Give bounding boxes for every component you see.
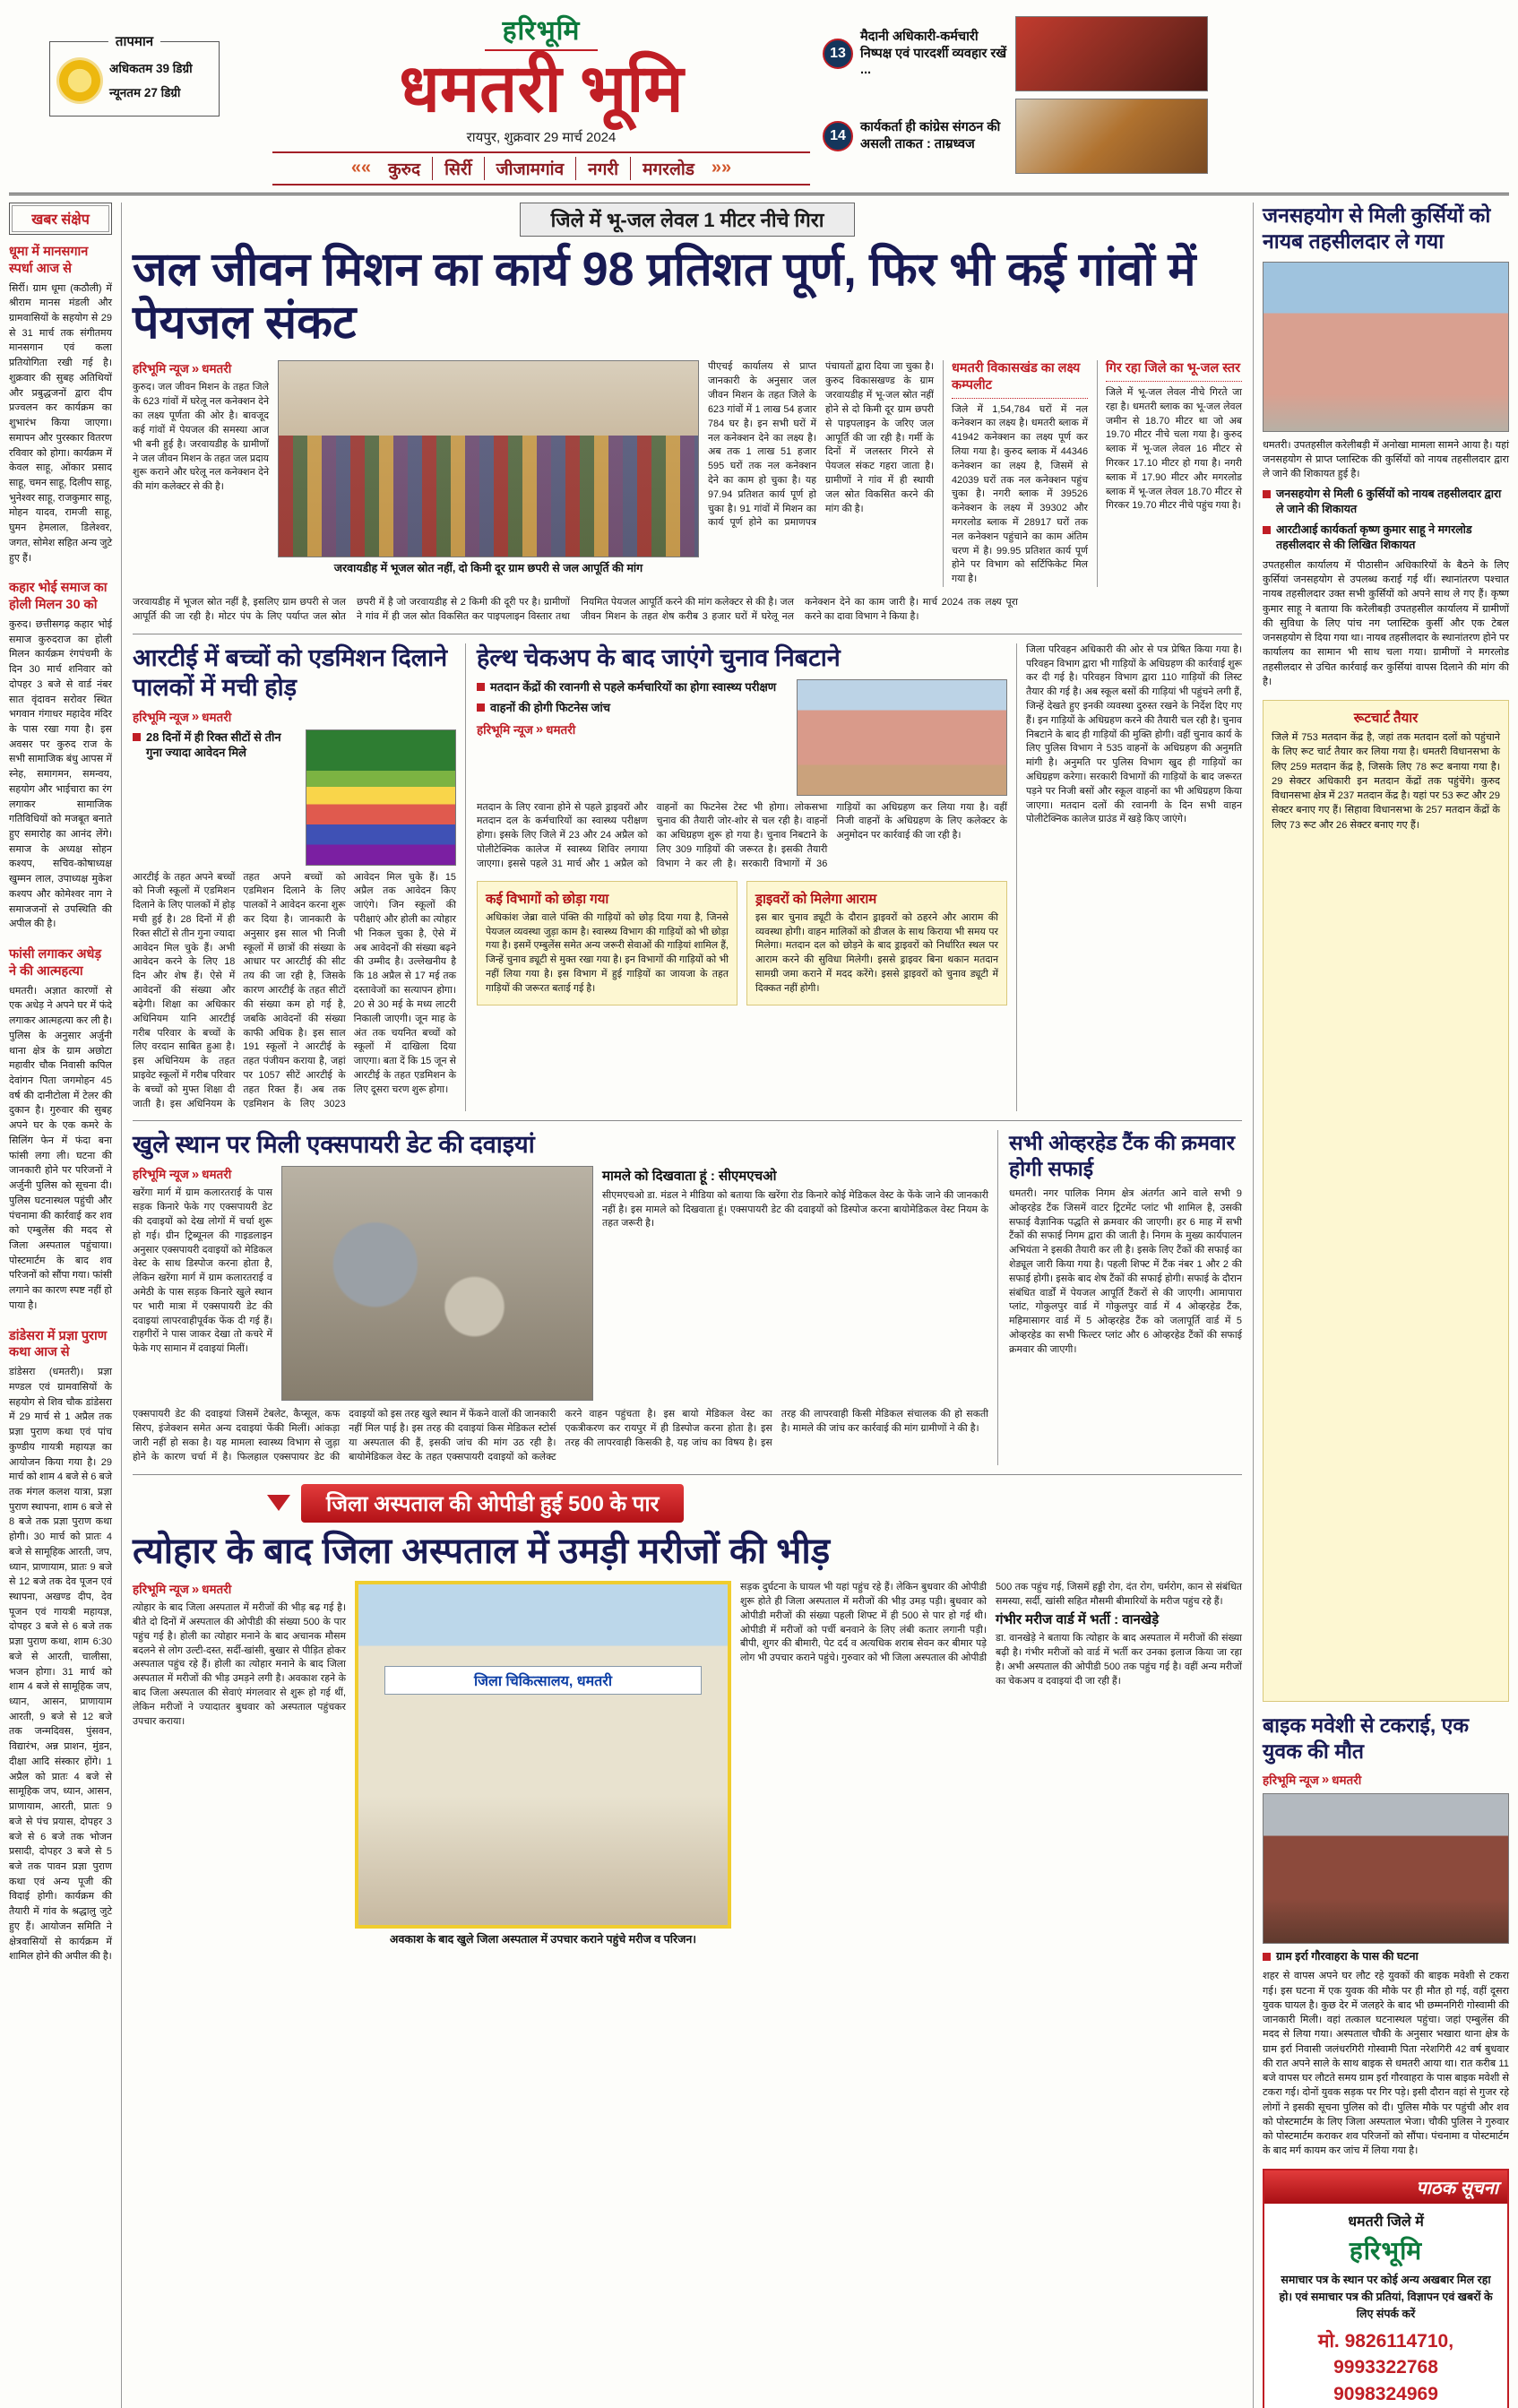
nav-item-jijamgaon: जीजामगांव [484,157,576,180]
highlight-box-departments [477,881,737,1005]
tank-cleaning-article [1009,1130,1242,1464]
rte-top-row [133,729,456,866]
bullet-square-icon [1263,490,1271,498]
article-body: एक्सपायरी डेट की दवाइयां जिसमें टेबलेट, कैप्सूल, कफ सिरप, इंजेक्शन समेत अन्य दवाइयां फेंकी मिलीं। आंकड़ा जारी नहीं हो सका है। यह मामला स्वास्थ्य विभाग से जुड़ा होने के कारण चर्चा में है। फिलहाल एक्सपायर डेट की दवाइयों को इस तरह खुले स्थान में फेंकने वालों की जानकारी नहीं मिल पाई है। इस तरह की दवाइयां किस मेडिकल स्टोर्स या अस्पताल की हैं, इसकी जांच की मांग उठ रही है। बायोमेडिकल वेस्ट के तहत एक्सपायरी दवाइयों को कलेक्ट करने वाहन पहुंचता है। इस बायो मेडिकल वेस्ट का एकत्रीकरण कर रायपुर में ही डिस्पोज करना होता है। इस तरह की लापरवाही किसकी है, यह जांच का विषय है। इस तरह की लापरवाही किसी मेडिकल संचालक की हो सकती है। मामले की जांच कर कार्रवाई की मांग ग्रामीणों ने की है। [133,1409,988,1463]
temp-max: अधिकतम 39 डिग्री [109,62,193,75]
info-box-body: जिले में 1,54,784 घरों में नल कनेक्शन का लक्ष्य है। धमतरी ब्लाक में 41942 कनेक्शन का लक्ष्य पूर्ण कर लिया गया है। कुरुद ब्लाक में 44346 कनेक्शन का लक्ष्य है, जिसमें से 42039 घरों तक नल कनेक्शन पहुंच चुका है। नगरी ब्लाक में 39526 कनेक्शन के लक्ष्य में 39302 और मगरलोड ब्लाक में 28917 घरों तक नल कनेक्शन पहुंचाने का काम अंतिम चरण में है। 99.95 प्रतिशत कार्य पूर्ण होने पर विभाग को सर्टिफिकेट मिल गया है। [952,403,1088,585]
temp-min: न्यूनतम 27 डिग्री [109,86,181,99]
byline-agency: हरिभूमि न्यूज [133,1583,189,1597]
byline-agency: हरिभूमि न्यूज [133,1168,189,1182]
byline [133,709,456,725]
tehsil-office-photo [1263,262,1509,432]
reader-notice-header: पाठक सूचना [1264,2171,1507,2204]
nav-chevron-right-icon [706,158,737,178]
dateline: रायपुर, शुक्रवार 29 मार्च 2024 [466,129,617,145]
center-column [133,203,1242,2408]
byline-agency: हरिभूमि न्यूज [477,722,533,737]
right-column [1253,203,1509,2408]
brief-title: डांडेसरा में प्रज्ञा पुराण कथा आज से [9,1328,108,1360]
masthead [9,7,1509,195]
brief-title: कहार भोई समाज का होली मिलन 30 को [9,581,108,613]
byline-arrow-icon [533,721,546,737]
rte-admission-article [133,643,466,1112]
hospital-photo [355,1581,731,1929]
highlight-box-title: कई विभागों को छोड़ा गया [486,891,609,907]
meds-top-row [133,1166,988,1401]
teaser-photo [1015,99,1208,174]
contact-phones [1264,2328,1507,2408]
hospital-photo-caption: अवकाश के बाद खुले जिला अस्पताल में उपचार कराने पहुंचे मरीज व परिजन। [389,1933,697,1946]
temperature-values [109,56,193,105]
top-story-teasers [823,11,1208,174]
article-body: सड़क दुर्घटना के घायल भी यहां पहुंच रहे हैं। लेकिन बुधवार की ओपीडी शुरू होते ही जिला अस्पताल में मरीजों की भीड़ उमड़ पड़ी। बुधवार को ओपीडी मरीजों की संख्या पहली शिफ्ट में ही 500 से पार हो गई थी। ओपीडी में मरीजों को पर्ची बनवाने के लिए लंबी कतार लगानी पड़ी। बीपी, शुगर की बीमारी, पेट दर्द व अत्यधिक शराब सेवन कर बीमार पड़े लोग भी उपचार कराने पहुंचे। गुरुवार को भी जिला अस्पताल की ओपीडी 500 तक पहुंच गई, जिसमें हड्डी रोग, दंत रोग, चर्मरोग, कान से संबंधित समस्या, सर्दी, खांसी सहित मौसमी बीमारियों के मरीज पहुंच रहे हैं। [740,1582,1242,1664]
highlight-bullet [1263,487,1509,517]
byline-city: धमतरी [546,722,576,737]
highlight-bullet [1263,1949,1509,1964]
highlight-box-title: रूटचार्ट तैयार [1353,711,1419,727]
article-body: शहर से वापस अपने घर लौट रहे युवकों की बाइक मवेशी से टकरा गई। इस घटना में एक युवक की मौके पर ही मौत हो गई, वहीं दूसरा युवक घायल है। कुछ देर में जलहरे के बाद भी छम्मनगिरी गोस्वामी की जानकारी मिली। वहां तत्काल घटनास्थल पहुंचा। जहां एम्बुलेंस की मदद से लिया गया। अस्पताल चौकी के अनुसार भखारा थाना क्षेत्र के ग्राम इर्रा निवासी जलंधरगिरी गोस्वामी पिता नरेशगिरी 42 वर्ष बुधवार की रात अपने साले के साथ बाइक से धमतरी आया था। रात करीब 11 बजे वापस घर लौटते समय ग्राम इर्रा गौरवाहरा के पास बाइक मवेशी से टकरा गई। दोनों युवक सड़क पर गिर पड़े। इसी दौरान वहां से गुजर रहे लोगों ने इसकी सूचना पुलिस को दी। पुलिस मौके पर पहुंची और शव को पोस्टमार्टम के लिए जिला अस्पताल भेजा। चौकी पुलिस ने गुरुवार को पोस्टमार्टम कराकर शव परिजनों को सौंपा। पंचनामा व पोस्टमार्टम के बाद मर्ग कायम कर जांच में लिया गया है। [1263,1971,1509,2157]
info-box-target-complete [943,360,1088,587]
brief-body: धमतरी। अज्ञात कारणों से एक अधेड़ ने अपने घर में फंदे लगाकर आत्महत्या कर ली है। पुलिस के अनुसार अर्जुनी थाना क्षेत्र के ग्राम अछोटा महावीर चौक निवासी कपिल देवांगन पिता जगमोहन 45 वर्ष की दानीटोला में टेलर की दुकान है। गुरुवार की सुबह अपने घर के एक कमरे के सिलिंग फेन में फंदा बना फांसी लगा ली। घटना की जानकारी होने पर परिजनों ने अर्जुनी पुलिस को सूचना दी। पुलिस घटनास्थल पहुंची और पंचनामा की कार्रवाई कर शव को एम्बुलेंस की मदद से जिला अस्पताल पहुंचाया। पोस्टमार्टम के बाद शव परिजनों को सौंपा गया। फांसी लगाने का कारण स्पष्ट नहीं हो पाया है। [9,985,112,1311]
brief-body: सिर्री। ग्राम धूमा (कठौली) में श्रीराम मानस मंडली और ग्रामवासियों के सहयोग से 29 से 31 मार्च तक संगीतमय मानसगान एवं कला प्रतियोगिता रखी गई है। शुक्रवार की सुबह अतिथियों और प्रबुद्धजनों द्वारा दीप प्रज्वलन कर कार्यक्रम का शुभारंभ किया जाएगा। समापन और पुरस्कार वितरण रविवार को होगा। कार्यक्रम में केवल साहू, ओंकार प्रसाद साहू, चमन साहू, दिलीप साहू, भुनेश्वर साहू, राजकुमार साहू, मोहन यादव, रामजी साहू, घुमन हेमलाल, डिलेश्वर, जगत, सोमेश सहित अन्य जुटे हुए हैं। [9,282,112,564]
brief-body: कुरुद। छत्तीसगढ़ कहार भोई समाज कुरुदराज का होली मिलन कार्यक्रम रंगपंचमी के दिन 30 मार्च शनिवार को दोपहर 3 बजे से वार्ड नंबर सात वृंदावन सरोवर स्थित भगवान गंगाधर महादेव मंदिर के पास रखा गया है। इस अवसर पर कुरुद राज के सभी सामाजिक बंधु आपस में स्नेह, समागमन, समन्वय, सहयोग और भाईचारा का रंग लगाकर सामाजिक गतिविधियों को मजबूत बनाते हुए समारोह का आनंद लेंगे। समाज के अध्यक्ष सोहन कश्यप, सचिव-कोषाध्यक्ष खुम्मन लाल, उपाध्यक्ष मुकेश कश्यप और कोमेश्वर नाग ने समाजजनों से उपस्थिति की अपील की है। [9,618,112,930]
brand-logo: हरिभूमि [485,11,599,51]
article-headline: खुले स्थान पर मिली एक्सपायरी डेट की दवाइयां [133,1131,535,1159]
health-article-continued: जिला परिवहन अधिकारी की ओर से पत्र प्रेषित किया गया है। परिवहन विभाग द्वारा भी गाड़ियों के अधिग्रहण की कार्रवाई शुरू कर दी गई है। परिवहन विभाग द्वारा 110 गाड़ियों की लिस्ट तैयार की गई है। अब स्कूल बसों की गाड़ियां भी पहुंचने लगी हैं, जिन्हें देखते हुए इनकी व्यवस्था दुरुस्त रखने के निर्देश दिए गए हैं। इन गाड़ियों के अधिग्रहण करने की तैयारी चल रही है। चुनाव निबटाने के बाद ही गाड़ियों की मुक्ति होगी। वहीं चुनाव कार्य के लिए पुलिस विभाग ने 535 वाहनों के अधिग्रहण की अनुमति मांगी है। अनुमति पर पुलिस विभाग खुद ही गाड़ियों का अधिग्रहण करेगा। सरकारी विभागों की गाड़ियों के बाद जरूरत पड़ने पर निजी बसों और स्कूल वाहनों का भी अधिग्रहण किया जाएगा। मतदान दलों की रवानगी के दिन सभी वाहन पोलीटेक्निक कालेज ग्राउंड में खड़े किए जाएंगे। [1016,643,1242,1112]
nav-chevron-left-icon [346,158,376,178]
byline [477,721,788,738]
hospital-article-row [133,1581,1242,1946]
byline-arrow-icon [1319,1772,1332,1787]
highlight-boxes-row [477,881,1007,1005]
byline-arrow-icon [189,1582,202,1597]
bike-accident-article [1263,1713,1509,2159]
nav-item-sirri: सिर्री [432,157,483,180]
info-box-groundwater [1097,360,1242,587]
article-body: मतदान के लिए रवाना होने से पहले ड्राइवरों और मतदान दल के कर्मचारियों का स्वास्थ्य परीक्षण होगा। इसके लिए जिले में 23 और 24 अप्रैल को पोलीटेक्निक कालेज में स्वास्थ्य शिविर लगाया जाएगा। इससे पहले 31 मार्च और 1 अप्रैल को वाहनों का फिटनेस टेस्ट भी होगा। लोकसभा चुनाव की तैयारी जोर-शोर से चल रही है। वाहनों का अधिग्रहण शुरू हो गया है। चुनाव निबटाने के लिए 309 गाड़ियों की जरूरत है। इसकी तैयारी विभाग ने कर ली है। सरकारी विभागों में 36 गाड़ियों का अधिग्रहण कर लिया गया है। वहीं निजी वाहनों के अधिग्रहण के लिए कलेक्टर के अनुमोदन पर कार्रवाई की जा रही है। [477,801,1007,869]
highlight-box-body: जिले में 753 मतदान केंद्र है, जहां तक मतदान दलों को पहुंचाने के लिए रूट चार्ट तैयार कर लिया गया है। धमतरी विधानसभा के लिए 259 मतदान केंद्र है, जिसके लिए 78 रूट बनाया गया है। 29 सेक्टर अधिकारी इन मतदान केंद्रों तक पहुंचेंगे। कुरुद विधानसभा क्षेत्र में 237 मतदान केंद्र है। यहां पर 53 रूट और 29 सेक्टर बनाए गए हैं। सिहावा विधानसभा के 257 मतदान केंद्रों के लिए 73 रूट और 26 सेक्टर बनाए गए हैं। [1272,732,1500,831]
lead-headline: जल जीवन मिशन का कार्य 98 प्रतिशत पूर्ण, फिर भी कई गांवों में पेयजल संकट [133,243,1196,350]
article-body: आरटीई के तहत अपने बच्चों को निजी स्कूलों में एडमिशन दिलाने के लिए पालकों में होड़ मची हुई है। 28 दिनों में ही रिक्त सीटों से तीन गुना ज्यादा आवेदन मिल चुके हैं। अभी आवेदन करने के लिए 18 दिन और शेष हैं। ऐसे में आवेदनों की संख्या और बढ़ेगी। शिक्षा का अधिकार अधिनियम यानि आरटीई गरीब परिवार के बच्चों के लिए वरदान साबित हुआ है। इस अधिनियम के तहत प्राइवेट स्कूलों में गरीब परिवार के बच्चों को मुफ्त शिक्षा दी जाती है। इस अधिनियम के तहत अपने बच्चों को एडमिशन दिलाने के लिए पालकों ने आवेदन करना शुरू कर दिया है। जानकारी के अनुसार इस साल भी निजी स्कूलों में छात्रों की संख्या के आधार पर आरटीई की सीट तय की जा रही है, जिसके कारण आरटीई के तहत सीटों की संख्या कम हो गई है, जबकि आवेदनों की संख्या काफी अधिक है। इस साल 191 स्कूलों ने आरटीई के तहत पंजीयन कराया है, जहां पर 1057 सीटें आरटीई के तहत रिक्त हैं। अब तक एडमिशन के लिए 3023 आवेदन मिल चुके हैं। 15 अप्रैल तक आवेदन किए जाएंगे। जिन स्कूलों की परीक्षाएं और होली का त्योहार भी निकल चुका है, ऐसे में अब आवेदनों की संख्या बढ़ने की उम्मीद है। उल्लेखनीय है कि 18 अप्रैल से 17 मई तक दस्तावेजों का सत्यापन होगा। 20 से 30 मई के मध्य लाटरी निकाली जाएगी। जून माह के अंत तक चयनित बच्चों को स्कूलों में दाखिला दिया जाएगा। बता दें कि 15 जून से आरटीई के तहत एडमिशन के लिए दूसरा चरण शुरू होगा। [133,871,456,1109]
byline [133,360,269,376]
highlight-text: 28 दिनों में ही रिक्त सीटों से तीन गुना ज्यादा आवेदन मिले [146,729,281,760]
health-article-main [477,643,1007,1112]
statement-body: डा. वानखेड़े ने बताया कि त्योहार के बाद अस्पताल में मरीजों की संख्या बढ़ी है। गंभीर मरीजों को वार्ड में भर्ती कर उनका इलाज किया जा रहा है। अभी अस्पताल की ओपीडी 500 तक पहुंच गई है। वहीं अन्य मरीजों का चेकअप व दवाइयां दी जा रही हैं। [996,1633,1242,1687]
hospital-photo-figure [355,1581,731,1946]
brief-title: फांसी लगाकर अधेड़ ने की आत्महत्या [9,947,102,979]
info-box-title: धमतरी विकासखंड का लक्ष्य कम्पलीट [952,360,1088,398]
highlight-text: वाहनों की होगी फिटनेस जांच [490,701,611,715]
paper-title: धमतरी भूमि [399,51,684,125]
hospital-article [133,1475,1242,1947]
expired-medicine-article [133,1130,998,1464]
edition-nav [272,151,810,186]
temperature-inner [59,56,210,105]
article-headline: त्योहार के बाद जिला अस्पताल में उमड़ी मरीजों की भीड़ [133,1531,831,1571]
highlight-text: आरटीआई कार्यकर्ता कृष्ण कुमार साहू ने मगरलोड तहसीलदार से की लिखित शिकायत [1276,523,1472,552]
lead-kicker: जिले में भू-जल लेवल 1 मीटर नीचे गिरा [520,203,856,237]
byline-agency: हरिभूमि न्यूज [133,362,189,376]
lead-intro: कुरुद। जल जीवन मिशन के तहत जिले के 623 गांवों में घरेलू नल कनेक्शन देने का लक्ष्य पूर्णता की ओर है। बावजूद कई गांवों में पेयजल की समस्या आज भी बनी हुई है। जरवायडीह के ग्रामीणों ने जल जीवन मिशन के तहत जल प्रदाय शुरू कराने और घरेलू नल कनेक्शन देने की मांग कलेक्टर से की है। [133,382,269,493]
brief-item [9,244,112,565]
teaser-item [823,99,1208,174]
polytechnic-college-photo [797,679,1007,796]
rte-classroom-photo [306,729,456,866]
hospital-body-column [740,1581,1242,1946]
briefs-header: खबर संक्षेप [9,203,112,235]
hospital-banner: जिला अस्पताल की ओपीडी हुई 500 के पार [301,1484,684,1523]
nav-item-kurud: कुरुद [388,160,421,179]
lead-photo-figure [278,360,699,587]
middle-articles-row [133,634,1242,1122]
masthead-left [9,11,260,117]
temperature-title: तापमान [108,32,160,50]
byline-city: धमतरी [202,1168,232,1182]
article-body: धमतरी। नगर पालिक निगम क्षेत्र अंतर्गत आने वाले सभी 9 ओव्हरहेड टैंक जिसमें वाटर ट्रिटमेंट प्लांट भी शामिल है, उसकी सफाई वैज्ञानिक पद्धति से क्रमवार की जाएगी। हर 6 माह में सभी टैंकों की सफाई निगम द्वारा की जाती है। निगम के मुख्य कार्यपालन अभियंता ने इसकी तैयारी कर ली है। इसके लिए टैंकों की सफाई का शेड्यूल जारी किया गया है। पहली शिफ्ट में टैंक नंबर 1 और 2 की सफाई होगी। इसके बाद शेष टैंकों की सफाई होगी। सफाई के दौरान संबंधित वार्डों में पेयजल आपूर्ति टैंकरों से की जाएगी। आमापारा प्लांट, गोकुलपुर वार्ड में गोकुलपुर वार्ड में 4 ओव्हरहेड टैंक, महिमासागर वार्ड में 5 ओव्हरहेड टैंक को जलापूर्ति वार्ड में 5 ओव्हरहेड का सभी फिल्टर प्लांट और 6 ओव्हरहेड टैंकों की सफाई क्रमवार की जाएगी। [1009,1187,1242,1355]
down-arrow-icon [267,1495,290,1511]
article-headline: हेल्थ चेकअप के बाद जाएंगे चुनाव निबटाने [477,643,841,671]
brief-body: डांडेसरा (धमतरी)। प्रज्ञा मण्डल एवं ग्रामवासियों के सहयोग से शिव चौक डांडेसरा में 29 मार्च से 1 अप्रैल तक प्रज्ञा पुराण कथा एवं पांच कुण्डीय गायत्री महायज्ञ का आयोजन किया गया है। 29 मार्च को शाम 4 बजे से 6 बजे तक मंगल कलश यात्रा, प्रज्ञा पुराण स्थापना, शाम 6 बजे से 8 बजे तक प्रज्ञा पुराण कथा होगी। 30 मार्च को प्रातः 4 बजे से सामूहिक आरती, जप, ध्यान, प्राणायाम, प्रातः 9 बजे से 12 बजे तक देव पूजन एवं स्थापना, अखण्ड दीप, देव पूजन एवं गायत्री महायज्ञ, दोपहर 3 बजे से 6 बजे तक प्रज्ञा पुराण कथा, शाम 6:30 बजे से आरती, चालीसा, भजन होगा। 31 मार्च को शाम 4 बजे से सामूहिक जप, ध्यान, आसन, प्राणायाम आरती, 9 बजे से 12 बजे तक जन्मदिवस, पुंसवन, विद्यारंभ, अन्न प्राशन, मुंडन, दीक्षा आदि संस्कार होंगे। 1 अप्रैल को प्रातः 4 बजे से सामूहिक जप, ध्यान, आसन, प्राणायाम, आरती, प्रातः 9 बजे से पंच प्रयास, दोपहर 3 बजे से 6 बजे तक भोजन प्रसादी, दोपहर 3 बजे से 5 बजे तक पावन प्रज्ञा पुराण कथा एवं अन्य पूजी की विदाई होगी। कार्यक्रम की तैयारी में गांव के श्रद्धालु जुटे हुए हैं। आयोजन समिति ने क्षेत्रवासियों से कार्यक्रम में शामिल होने की अपील की है। [9,1367,112,1963]
article-intro: धमतरी। उपतहसील करेलीबड़ी में अनोखा मामला सामने आया है। यहां जनसहयोग से प्राप्त प्लास्टिक की कुर्सियों को नायब तहसीलदार द्वारा ले जाने की शिकायत हुई है। [1263,439,1509,480]
medicine-waste-photo [281,1166,593,1401]
meds-intro-column [133,1166,272,1401]
health-top-row [477,679,1007,796]
meds-statement-column [602,1166,988,1401]
highlight-box-body: अधिकांश जेब्रा वाले पंक्ति की गाड़ियों को छोड़ दिया गया है, जिनसे पेयजल व्यवस्था जुड़ा काम है। स्वास्थ्य विभाग की गाड़ियों को भी छोड़ा गया है। इसमें एम्बुलेंस समेत अन्य जरूरी सेवाओं की गाड़ियां शामिल हैं, जिन्हें चुनाव ड्यूटी से मुक्त रखा गया है। इन विभागों की गाड़ियों को भी नहीं लिया गया है। इस विभाग में हुई गाड़ियों का जायजा के तहत गाड़ियों की जरूरत बताई गई है। [486,911,729,994]
statement-body: सीएमएचओ डा. मंडल ने मीडिया को बताया कि खरेंगा रोड किनारे कोई मेडिकल वेस्ट के फेंके जाने की जानकारी नहीं है। इस मामले को दिखवाता हूं। एक्सपायरी डेट की दवाइयों को डिस्पोज करना बायोमेडिकल वेस्ट नियम के तहत जरूरी है। [602,1189,988,1230]
byline-city: धमतरी [202,362,232,376]
accident-photo [1263,1793,1509,1944]
byline-city: धमतरी [202,1583,232,1597]
phone-line: मो. 9826114710, 9993322768 [1317,2330,1454,2378]
page-number-badge: 14 [823,121,853,151]
teaser-text: कार्यकर्ता ही कांग्रेस संगठन की असली ताकत : ताम्रध्वज [860,120,1001,151]
highlight-text: जनसहयोग से मिली 6 कुर्सियों को नायब तहसीलदार द्वारा ले जाने की शिकायत [1276,488,1502,516]
sun-icon [59,60,100,101]
highlight-box-drivers [746,881,1007,1005]
hospital-intro: त्योहार के बाद जिला अस्पताल में मरीजों की भीड़ बढ़ गई है। बीते दो दिनों में अस्पताल की ओपीडी की संख्या 500 के पार पहुंच गई है। होली का त्योहार मनाने के बाद अचानक मौसम बदलने से लोग उल्टी-दस्त, सर्दी-खांसी, बुखार से पीड़ित होकर अस्पताल पहुंच रहे हैं। होली का त्योहार मनाने के बाद जिला अस्पताल में मरीजों की भीड़ उमड़ने लगी है। अवकाश रहने के बाद जिला अस्पताल की सेवाएं मंगलवार से शुरू हो गई थीं, लेकिन मरीजों ने ज्यादातर बुधवार को अस्पताल पहुंचकर उपचार कराया। [133,1602,346,1727]
phone-line: 9098324969 [1333,2383,1438,2404]
route-chart-box [1263,700,1509,1702]
page-number-badge: 13 [823,39,853,69]
article-headline: जनसहयोग से मिली कुर्सियों को नायब तहसीलदार ले गया [1263,203,1491,254]
highlight-bullet [477,679,788,695]
brief-item [9,946,112,1314]
highlight-text: ग्राम इर्रा गौरवाहरा के पास की घटना [1276,1949,1419,1963]
statement-subhead: मामले को दिखवाता हूं : सीएमएचओ [602,1169,777,1185]
teaser-text: मैदानी अधिकारी-कर्मचारी निष्पक्ष एवं पारदर्शी व्यवहार रखें ... [860,29,1007,78]
byline-agency: हरिभूमि न्यूज [1263,1773,1319,1787]
byline-city: धमतरी [1332,1773,1362,1787]
meds-intro: खरेंगा मार्ग में ग्राम कलारतराई के पास सड़क किनारे फेके गए एक्सपायरी डेट की दवाइयों को देख लोगों में चर्चा शुरू हो गई। ग्रीन ट्रिब्यूनल की गाइडलाइन अनुसार एक्सपायरी दवाइयों को मेडिकल वेस्ट के साथ डिस्पोज करना होता है, लेकिन खरेंगा मार्ग में ग्राम कलारतराई व अमेठी के पास सड़क किनारे खुले स्थान पर भारी मात्रा में एक्सपायरी डेट की दवाइयां लापरवाहीपूर्वक फेंक दी गई हैं। राहगीरों ने पास जाकर देखा तो कचरे में फेके गए सामान में दवाइयां मिलीं। [133,1187,272,1355]
lead-body: पीएचई कार्यालय से प्राप्त जानकारी के अनुसार जल जीवन मिशन के तहत जिले के 623 गांवों में 1 लाख 54 हजार 784 घर है। इन सभी घरों में नल कनेक्शन देने का लक्ष्य है। अब तक 1 लाख 51 हजार 595 घरों तक नल कनेक्शन देने का काम हो चुका है। यह 97.94 प्रतिशत कार्य पूर्ण हो चुका है। 91 गांवों में मिशन का कार्य पूर्ण होने का प्रमाणपत्र पंचायतों द्वारा दिया जा चुका है। कुरुद विकासखण्ड के ग्राम जरवायडीह में भू-जल स्रोत नहीं होने से दो किमी दूर ग्राम छपरी से पाइपलाइन के जरिए जल आपूर्ति की जा रही है। गर्मी के दिनों में जलस्तर गिरने से पेयजल संकट गहरा जाता है। ग्रामीणों ने गांव में ही स्थायी जल स्रोत विकसित करने की मांग की है। [708,361,934,529]
lead-article-row [133,360,1242,587]
notice-text: समाचार पत्र के स्थान पर कोई अन्य अखबार मिल रहा हो। एवं समाचार पत्र की प्रतियां, विज्ञापन एवं खबरों के लिए संपर्क करें [1279,2274,1493,2320]
byline [133,1166,272,1182]
byline-arrow-icon [189,361,202,376]
teaser-item [823,16,1208,91]
hospital-intro-column [133,1581,346,1946]
masthead-brand-block [272,11,810,186]
highlight-box-body: इस बार चुनाव ड्यूटी के दौरान ड्राइवरों को ठहरने और आराम की व्यवस्था होगी। वाहन मालिकों को डीजल के साथ किराया भी समय पर मिलेगा। मतदान दल को छोड़ने के बाद ड्राइवरों को निर्धारित स्थल पर आराम करने की सुविधा मिलेगी। इससे ड्राइवर बिना थकान मतदान सामग्री जमा कराने में मदद करेंगे। इससे ड्राइवरों को चुनाव ड्यूटी में दिक्कत नहीं होगी। [755,911,998,994]
brief-item [9,1328,112,1964]
article-body: उपतहसील कार्यालय में पीठासीन अधिकारियों के बैठने के लिए कुर्सियां जनसहयोग से उपलब्ध कराई गई थीं। स्थानांतरण पश्चात नायब तहसीलदार उक्त सभी कुर्सियों को अपने साथ ले गए हैं। कृष्ण कुमार साहू ने बताया कि करेलीबड़ी उपतहसील कार्यालय में ग्रामीणों की सुविधा के लिए पांच नग प्लास्टिक कुर्सी और एक टेबल जनसहयोग से दिया गया था। नायब तहसीलदार के स्थानांतरण होने पर कार्यालय का सामान भी साथ चला गया। ग्रामीणों ने मगरलोड तहसीलदार से उचित कार्रवाई कर कुर्सियां वापस दिलाने की मांग की है। [1263,559,1509,687]
highlight-box-title: ड्राइवरों को मिलेगा आराम [755,891,877,907]
third-articles-row [133,1121,1242,1474]
lead-article [133,203,1242,634]
article-headline: बाइक मवेशी से टकराई, एक युवक की मौत [1263,1713,1469,1764]
chairs-article [1263,203,1509,689]
bullet-square-icon [1263,1953,1271,1961]
bullet-square-icon [477,703,485,712]
byline [1263,1772,1509,1788]
teaser-photo [1015,16,1208,91]
highlight-text: मतदान केंद्रों की रवानगी से पहले कर्मचारियों का होगा स्वास्थ्य परीक्षण [490,679,777,694]
nav-item-nagri: नगरी [575,157,630,180]
info-box-title: गिर रहा जिले का भू-जल स्तर [1106,360,1242,382]
brief-item [9,580,112,932]
lead-body-continued: जरवायडीह में भूजल स्रोत नहीं है, इसलिए ग्राम छपरी से जल आपूर्ति की जा रही है। मोटर पंप के लिए पर्याप्त जल स्रोत छपरी में है जो जरवायडीह से 2 किमी की दूरी पर है। ग्रामीणों ने गांव में ही जल स्रोत विकसित कर पाइपलाइन विस्तार तथा नियमित पेयजल आपूर्ति करने की मांग कलेक्टर से की है। जल जीवन मिशन के तहत शेष करीब 3 हजार घरों में घरेलू नल कनेक्शन देने का काम जारी है। मार्च 2024 तक लक्ष्य पूरा करने का दावा विभाग ने किया है। [133,597,1018,622]
highlight-bullet [1263,522,1509,553]
rte-highlight [133,729,298,866]
byline-city: धमतरी [202,710,232,724]
bullet-square-icon [133,733,141,741]
hospital-banner-row [133,1484,1242,1523]
byline [133,1581,346,1597]
byline-agency: हरिभूमि न्यूज [133,710,189,724]
article-headline: आरटीई में बच्चों को एडमिशन दिलाने पालकों में मची होड़ [133,643,448,701]
temperature-box [49,34,220,117]
article-headline: सभी ओव्हरहेड टैंक की क्रमवार होगी सफाई [1009,1131,1235,1181]
health-highlights [477,679,788,796]
bullet-square-icon [477,683,485,691]
reader-notice-box [1263,2169,1509,2408]
byline-arrow-icon [189,709,202,724]
news-briefs-sidebar [9,203,122,2408]
byline-arrow-icon [189,1167,202,1182]
lead-photo-caption: जरवायडीह में भूजल स्रोत नहीं, दो किमी दूर ग्राम छपरी से जल आपूर्ति की मांग [333,562,643,575]
page-body [9,195,1509,2408]
highlight-bullet [133,729,298,761]
info-box-body: जिले में भू-जल लेवल नीचे गिरते जा रहा है। धमतरी ब्लाक का भू-जल लेवल जमीन से 18.70 मीटर था जो अब 19.70 मीटर नीचे चला गया है। कुरुद ब्लाक में भू-जल लेवल 16 मीटर से गिरकर 17.10 मीटर हो गया है। नगरी ब्लाक में 17.90 मीटर और मगरलोड ब्लाक में भू-जल लेवल 18.70 मीटर से गिरकर 19.70 मीटर नीचे पहुंच गया है। [1106,386,1242,512]
brief-title: धूमा में मानसगान स्पर्धा आज से [9,244,89,276]
nav-item-magarlod: मगरलोड [630,157,706,180]
statement-subhead: गंभीर मरीज वार्ड में भर्ती : वानखेड़े [996,1611,1160,1627]
bullet-square-icon [1263,526,1271,534]
notice-region: धमतरी जिले में [1348,2214,1424,2231]
lead-intro-column [133,360,269,587]
health-checkup-article [477,643,1242,1112]
brand-logo-small: हरिभूमि [1349,2237,1423,2266]
lead-photo [278,360,699,557]
highlight-bullet [477,700,788,716]
hospital-sign: जिला चिकित्सालय, धमतरी [384,1666,702,1695]
